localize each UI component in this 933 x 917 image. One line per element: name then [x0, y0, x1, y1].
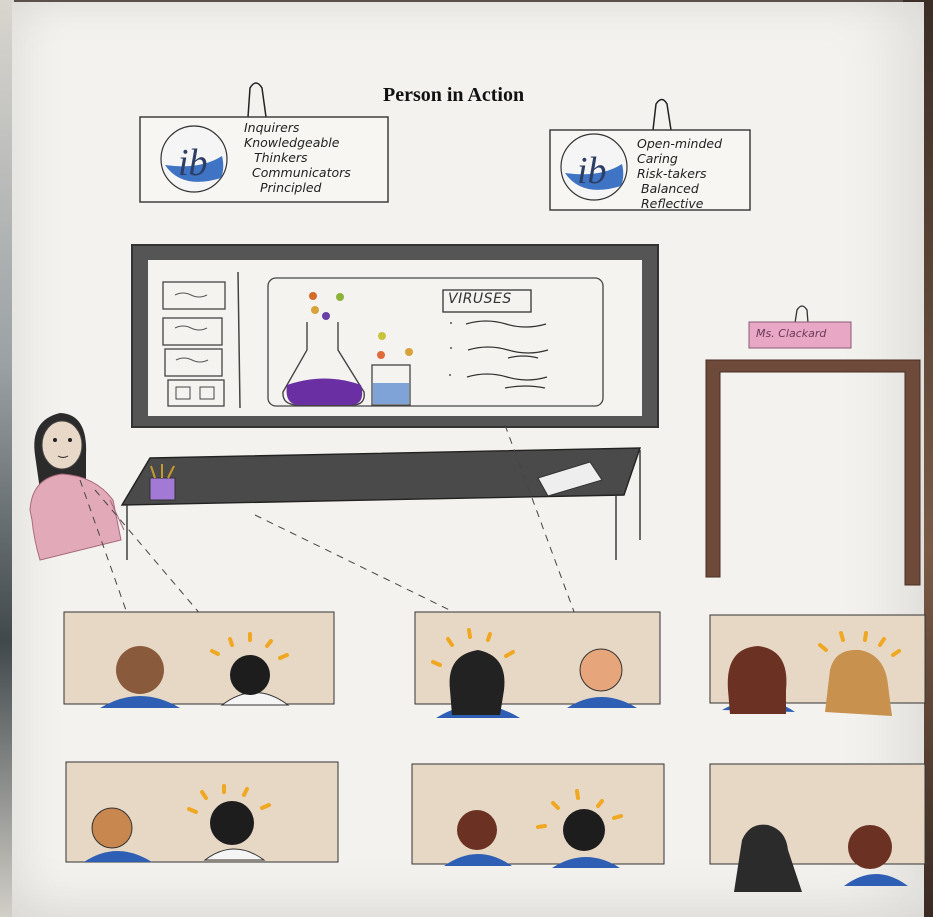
trait-item: Communicators [252, 165, 351, 180]
door-sign: Ms. Clackard [756, 327, 827, 340]
trait-item: Thinkers [254, 150, 308, 165]
left-trait-list [244, 120, 351, 195]
trait-item: Knowledgeable [244, 135, 340, 150]
teacher-desk [122, 448, 640, 560]
trait-item: Reflective [641, 196, 704, 211]
trait-item: Risk-takers [637, 166, 707, 181]
classroom-door [706, 306, 920, 585]
trait-item: Principled [260, 180, 322, 195]
trait-item: Open-minded [637, 136, 723, 151]
teacher-figure [30, 413, 124, 560]
trait-item: Inquirers [244, 120, 300, 135]
svg-text:ib: ib [577, 150, 607, 192]
trait-item: Balanced [641, 181, 699, 196]
right-trait-list [637, 136, 722, 211]
board-heading: VIRUSES [448, 291, 512, 307]
classroom-board [132, 245, 658, 427]
svg-text:ib: ib [178, 142, 208, 184]
page-title: Person in Action [383, 84, 525, 106]
trait-item: Caring [637, 151, 678, 166]
